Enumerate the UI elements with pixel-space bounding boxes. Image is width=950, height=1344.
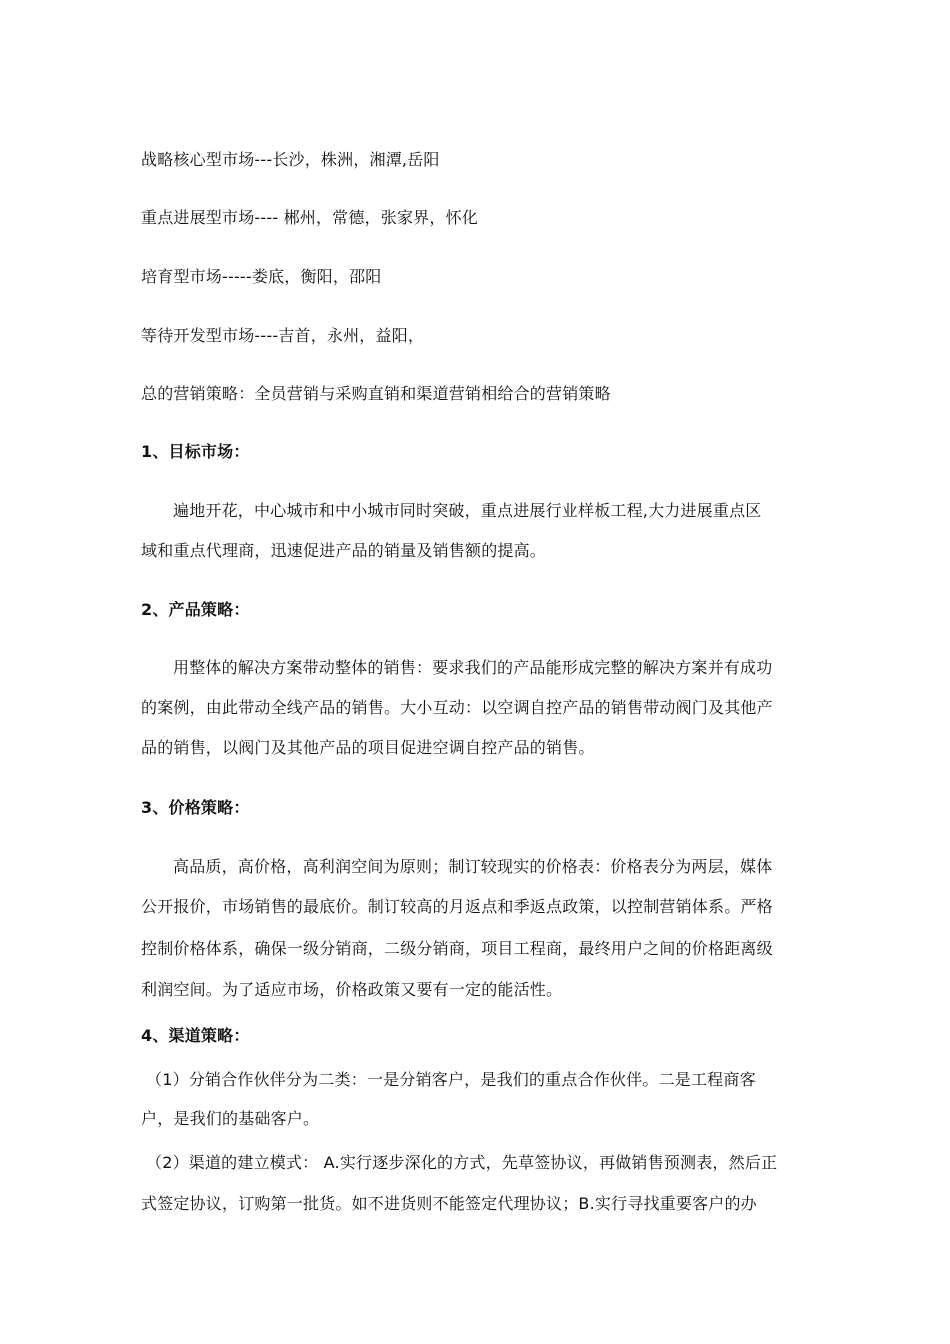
target-paragraph-line: 遍地开花，中心城市和中小城市同时突破，重点进展行业样板工程,大力进展重点区 bbox=[173, 501, 762, 520]
heading-target-market: 1、目标市场： bbox=[141, 442, 250, 461]
market-line-core: 战略核心型市场---长沙，株洲，湘潭,岳阳 bbox=[141, 150, 440, 169]
market-line-key: 重点进展型市场---- 郴州，常德，张家界，怀化 bbox=[141, 208, 478, 227]
price-paragraph-line: 高品质，高价格，高利润空间为原则；制订较现实的价格表：价格表分为两层，媒体 bbox=[173, 857, 773, 876]
heading-price-strategy: 3、价格策略： bbox=[141, 798, 250, 817]
channel-paragraph-line: 户，是我们的基础客户。 bbox=[141, 1109, 320, 1128]
market-line-pending: 等待开发型市场----吉首，永州，益阳， bbox=[141, 326, 425, 345]
price-paragraph-line: 公开报价，市场销售的最底价。制订较高的月返点和季返点政策，以控制营销体系。严格 bbox=[141, 897, 773, 916]
overall-strategy: 总的营销策略：全员营销与采购直销和渠道营销相给合的营销策略 bbox=[141, 384, 611, 403]
product-paragraph-line: 用整体的解决方案带动整体的销售：要求我们的产品能形成完整的解决方案并有成功 bbox=[173, 658, 773, 677]
channel-paragraph-line: 式签定协议，订购第一批货。如不进货则不能签定代理协议；B.实行寻找重要客户的办 bbox=[141, 1194, 757, 1213]
market-line-cultivate: 培育型市场-----娄底，衡阳，邵阳 bbox=[141, 267, 382, 286]
target-paragraph-line: 域和重点代理商，迅速促进产品的销量及销售额的提高。 bbox=[141, 541, 547, 560]
product-paragraph-line: 品的销售，以阀门及其他产品的项目促进空调自控产品的销售。 bbox=[141, 738, 595, 757]
product-paragraph-line: 的案例，由此带动全线产品的销售。大小互动：以空调自控产品的销售带动阀门及其他产 bbox=[141, 698, 773, 717]
price-paragraph-line: 控制价格体系，确保一级分销商，二级分销商，项目工程商，最终用户之间的价格距离级 bbox=[141, 939, 773, 958]
channel-paragraph-line: （1）分销合作伙伴分为二类：一是分销客户，是我们的重点合作伙伴。二是工程商客 bbox=[146, 1070, 756, 1089]
price-paragraph-line: 利润空间。为了适应市场，价格政策又要有一定的能活性。 bbox=[141, 980, 563, 999]
heading-channel-strategy: 4、渠道策略： bbox=[141, 1026, 250, 1045]
heading-product-strategy: 2、产品策略： bbox=[141, 600, 250, 619]
channel-paragraph-line: （2）渠道的建立模式： A.实行逐步深化的方式，先草签协议，再做销售预测表，然后正 bbox=[146, 1153, 778, 1172]
